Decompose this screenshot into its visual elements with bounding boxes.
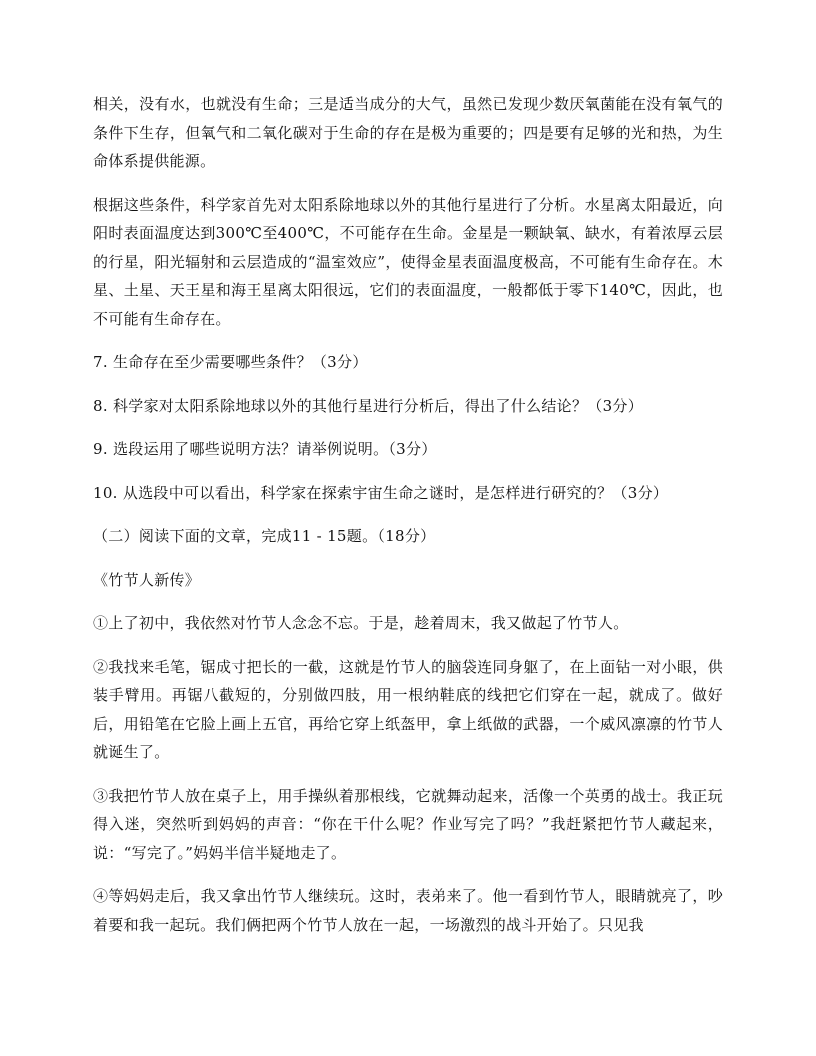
document-page — [93, 90, 723, 939]
paragraph-life-conditions: 相关，没有水，也就没有生命；三是适当成分的大气，虽然已发现少数厌氧菌能在没有氧气的条件下生存，但氧气和二氧化碳对于生命的存在是极为重要的；四是要有足够的光和热，为生命体系提供能源。 — [93, 95, 723, 170]
article-paragraph-1: ①上了初中，我依然对竹节人念念不忘。于是，趁着周末，我又做起了竹节人。 — [93, 614, 629, 632]
question-8: 8. 科学家对太阳系除地球以外的其他行星进行分析后，得出了什么结论？（3分） — [93, 396, 644, 415]
section-heading: （二）阅读下面的文章，完成11 - 15题。（18分） — [93, 527, 436, 545]
article-paragraph-2: ②我找来毛笔，锯成寸把长的一截，这就是竹节人的脑袋连同身躯了，在上面钻一对小眼，供装手臂用。再锯八截短的，分别做四肢，用一根纳鞋底的线把它们穿在一起，就成了。做好后，用铅笔在它脸上画上五官，再给它穿上纸盔甲，拿上纸做的武器，一个威风凛凛的竹节人就诞生了。 — [93, 657, 723, 761]
question-7: 7. 生命存在至少需要哪些条件？（3分） — [93, 353, 368, 371]
question-10: 10. 从选段中可以看出，科学家在探索宇宙生命之谜时，是怎样进行研究的？（3分） — [93, 483, 669, 502]
question-9: 9. 选段运用了哪些说明方法？请举例说明。（3分） — [93, 440, 437, 458]
article-title: 《竹节人新传》 — [93, 570, 201, 589]
article-paragraph-3: ③我把竹节人放在桌子上，用手操纵着那根线，它就舞动起来，活像一个英勇的战士。我正玩得入迷，突然听到妈妈的声音：“你在干什么呢？作业写完了吗？”我赶紧把竹节人藏起来，说：“写完了。”妈妈半信半疑地走了。 — [93, 786, 723, 862]
article-paragraph-4: ④等妈妈走后，我又拿出竹节人继续玩。这时，表弟来了。他一看到竹节人，眼睛就亮了，吵着要和我一起玩。我们俩把两个竹节人放在一起，一场激烈的战斗开始了。只见我 — [93, 887, 723, 934]
paragraph-planet-analysis: 根据这些条件，科学家首先对太阳系除地球以外的其他行星进行了分析。水星离太阳最近，向阳时表面温度达到300℃至400℃，不可能存在生命。金星是一颗缺氧、缺水，有着浓厚云层的行星，阳光辐射和云层造成的“温室效应”，使得金星表面温度极高，不可能有生命存在。木星、土星、天王星和海王星离太阳很远，它们的表面温度，一般都低于零下140℃，因此，也不可能有生命存在。 — [93, 195, 723, 328]
